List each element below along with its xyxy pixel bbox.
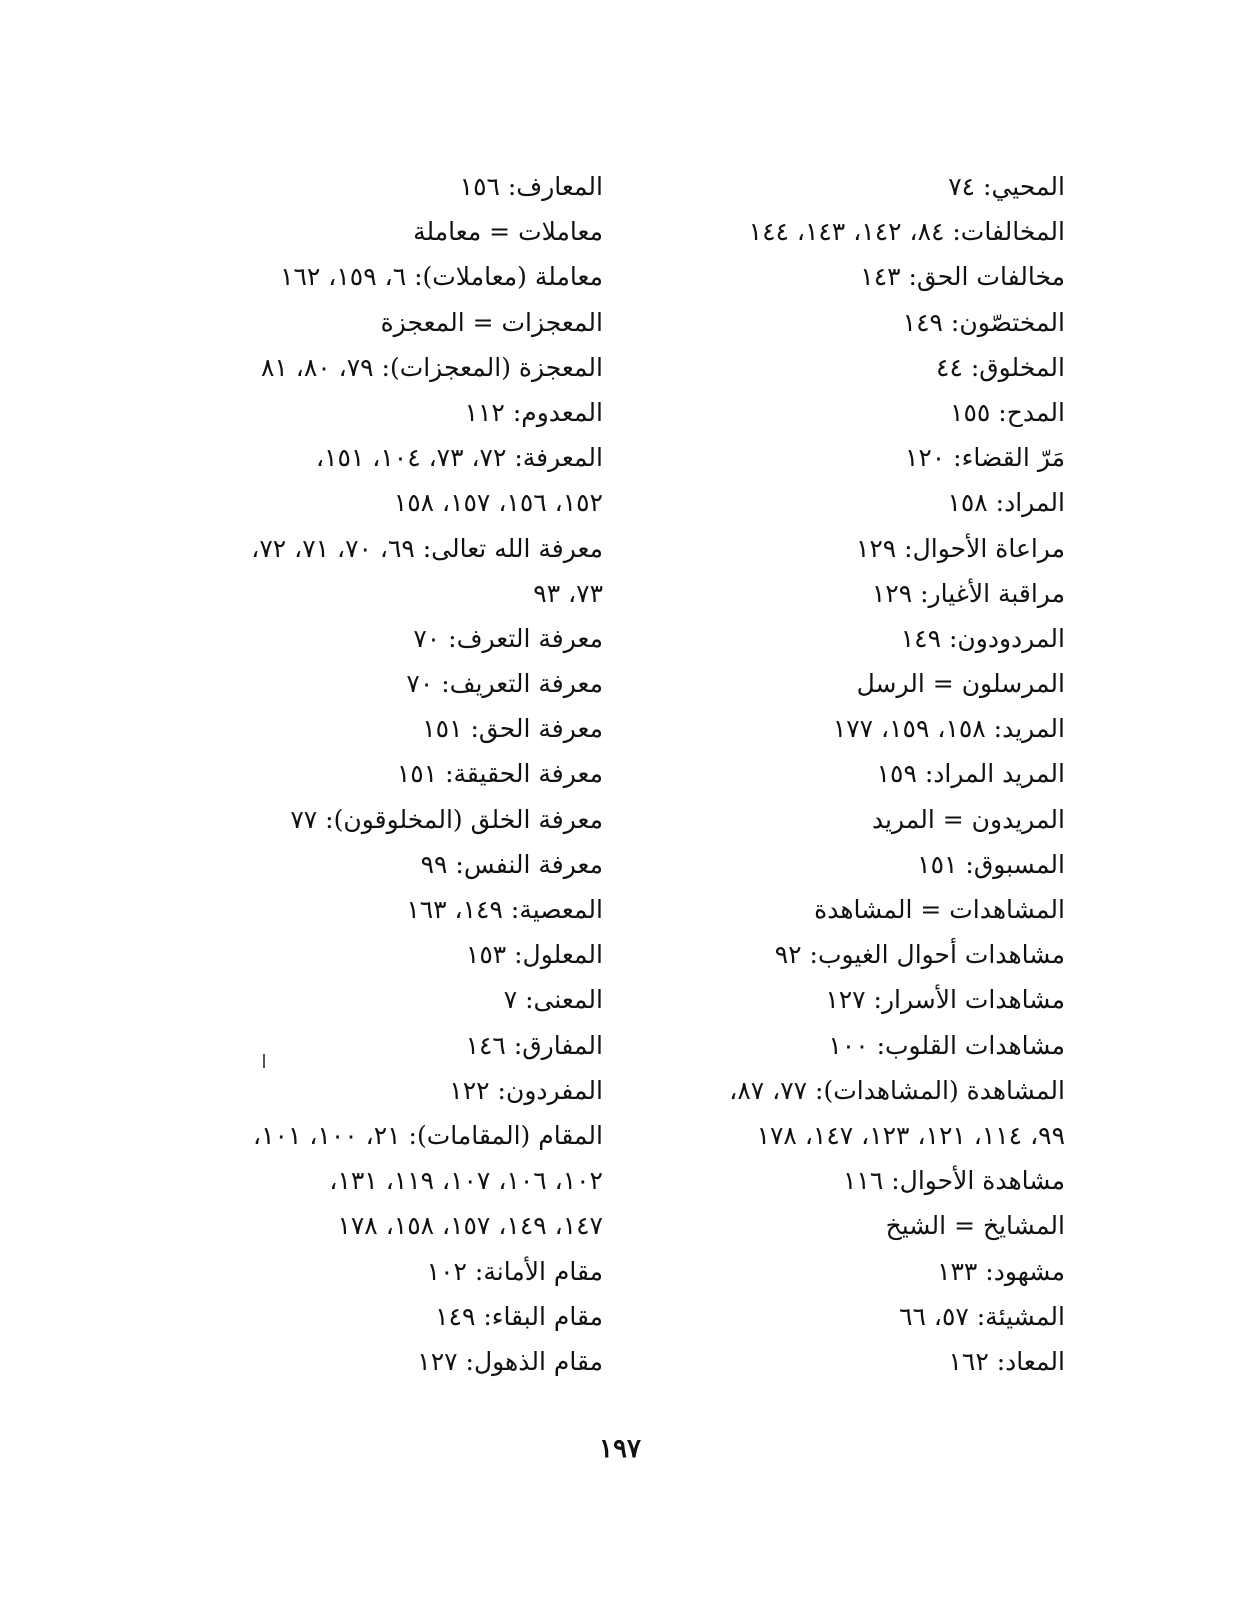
index-entry: مشاهدة الأحوال: ١١٦ xyxy=(842,1166,1065,1196)
index-entry: مقام البقاء: ١٤٩ xyxy=(435,1301,603,1331)
index-entry: المخلوق: ٤٤ xyxy=(936,352,1065,382)
index-entry: معرفة الحق: ١٥١ xyxy=(422,714,603,744)
index-entry: المرسلون = الرسل xyxy=(856,669,1065,699)
index-entry: المفارق: ١٤٦ xyxy=(465,1030,603,1060)
index-entry: ٧٣، ٩٣ xyxy=(533,578,603,608)
index-entry: ١٤٧، ١٤٩، ١٥٧، ١٥٨، ١٧٨ xyxy=(337,1211,603,1241)
index-entry: المخالفات: ٨٤، ١٤٢، ١٤٣، ١٤٤ xyxy=(748,217,1065,247)
index-entry: مشهود: ١٣٣ xyxy=(937,1256,1065,1286)
index-entry: المعرفة: ٧٢، ٧٣، ١٠٤، ١٥١، xyxy=(315,443,603,473)
index-entry: معرفة الخلق (المخلوقون): ٧٧ xyxy=(290,804,603,834)
index-entry: المعارف: ١٥٦ xyxy=(459,172,603,201)
index-entry: المريد: ١٥٨، ١٥٩، ١٧٧ xyxy=(832,714,1065,744)
index-entry: المعجزة (المعجزات): ٧٩، ٨٠، ٨١ xyxy=(260,352,603,382)
index-entry: المحيي: ٧٤ xyxy=(948,172,1065,201)
index-entry: مقام الأمانة: ١٠٢ xyxy=(426,1256,603,1286)
index-entry: المشيئة: ٥٧، ٦٦ xyxy=(899,1301,1065,1331)
index-entry: المريدون = المريد xyxy=(871,804,1065,834)
index-entry: ٩٩، ١١٤، ١٢١، ١٢٣، ١٤٧، ١٧٨ xyxy=(756,1120,1065,1150)
index-column-left xyxy=(163,164,603,1384)
index-entry: معاملات = معاملة xyxy=(413,217,603,247)
index-entry: ١٥٢، ١٥٦، ١٥٧، ١٥٨ xyxy=(393,488,603,518)
index-entry: مقام الذهول: ١٢٧ xyxy=(417,1346,603,1376)
index-entry: المدح: ١٥٥ xyxy=(950,397,1065,427)
index-entry: المشايخ = الشيخ xyxy=(885,1211,1065,1241)
index-entry: المعجزات = المعجزة xyxy=(380,307,603,337)
index-entry: المقام (المقامات): ٢١، ١٠٠، ١٠١، xyxy=(253,1120,603,1150)
index-entry: ١٠٢، ١٠٦، ١٠٧، ١١٩، ١٣١، xyxy=(329,1166,603,1196)
index-column-right xyxy=(645,164,1065,1384)
page-number: ١٩٧ xyxy=(599,1434,641,1464)
index-entry: المردودون: ١٤٩ xyxy=(900,623,1065,653)
index-entry: المفردون: ١٢٢ xyxy=(449,1075,603,1105)
index-entry: مشاهدات الأسرار: ١٢٧ xyxy=(825,985,1065,1015)
index-entry: معرفة النفس: ٩٩ xyxy=(420,849,603,879)
index-entry: المختصّون: ١٤٩ xyxy=(902,307,1065,337)
index-entry: المراد: ١٥٨ xyxy=(947,488,1065,518)
index-entry: المعلول: ١٥٣ xyxy=(465,940,603,970)
index-entry: مراعاة الأحوال: ١٢٩ xyxy=(855,533,1065,563)
index-entry: معرفة التعرف: ٧٠ xyxy=(413,623,603,653)
index-entry: مَرّ القضاء: ١٢٠ xyxy=(904,443,1065,473)
index-entry: المسبوق: ١٥١ xyxy=(917,849,1065,879)
index-entry: معرفة الحقيقة: ١٥١ xyxy=(396,759,603,789)
index-entry: المعدوم: ١١٢ xyxy=(464,397,603,427)
index-entry: المعاد: ١٦٢ xyxy=(948,1346,1065,1376)
index-entry: معاملة (معاملات): ٦، ١٥٩، ١٦٢ xyxy=(280,262,603,292)
index-entry: المعنى: ٧ xyxy=(503,985,603,1015)
index-entry: المعصية: ١٤٩، ١٦٣ xyxy=(406,895,603,924)
index-entry: المشاهدة (المشاهدات): ٧٧، ٨٧، xyxy=(729,1075,1065,1105)
index-entry: مراقبة الأغيار: ١٢٩ xyxy=(871,578,1065,608)
scan-artifact xyxy=(263,1054,265,1068)
index-entry: معرفة الله تعالى: ٦٩، ٧٠، ٧١، ٧٢، xyxy=(251,533,603,563)
index-entry: مخالفات الحق: ١٤٣ xyxy=(860,262,1065,292)
index-entry: معرفة التعريف: ٧٠ xyxy=(406,669,603,699)
index-entry: المشاهدات = المشاهدة xyxy=(814,895,1065,924)
index-entry: مشاهدات القلوب: ١٠٠ xyxy=(828,1030,1065,1060)
index-entry: المريد المراد: ١٥٩ xyxy=(876,759,1065,789)
index-entry: مشاهدات أحوال الغيوب: ٩٢ xyxy=(774,940,1065,970)
